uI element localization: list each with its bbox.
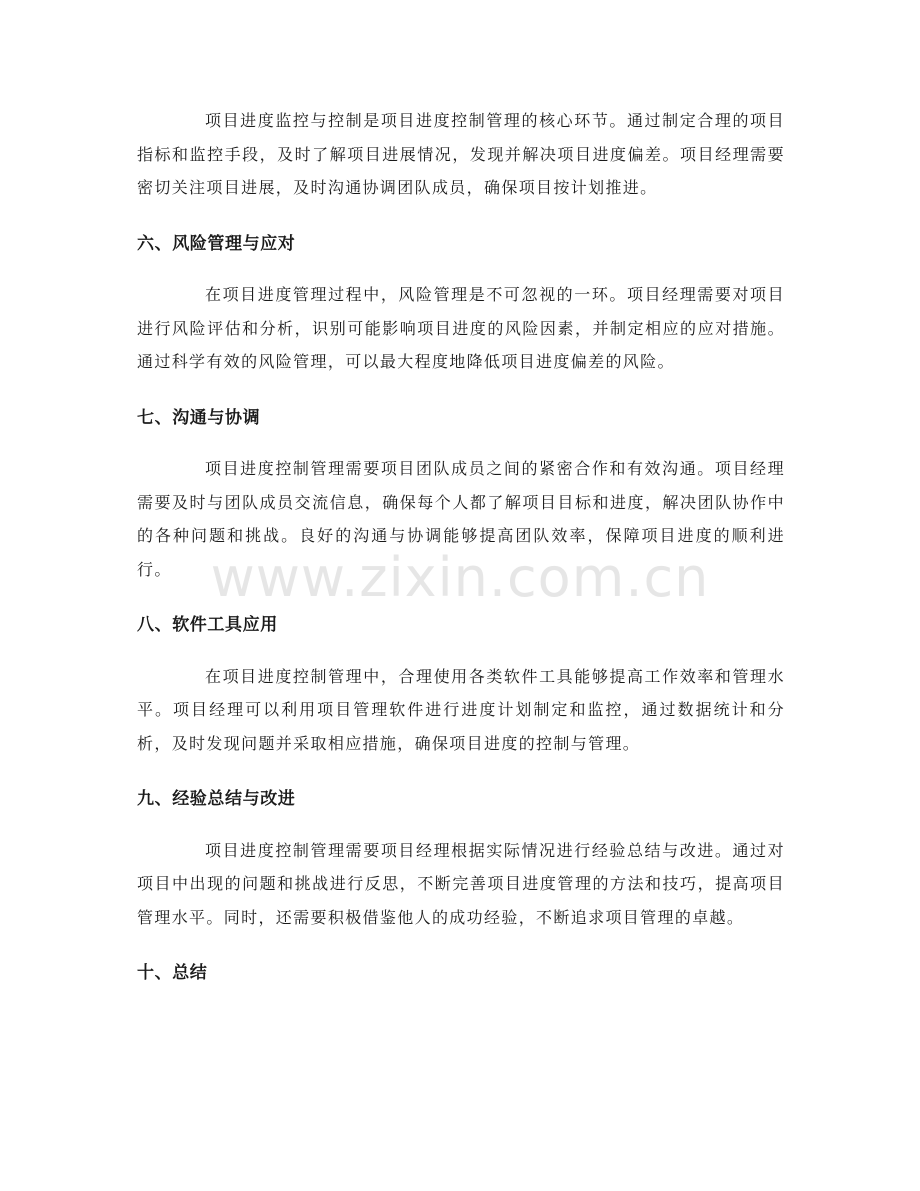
section-heading-summary: 十、总结 [137, 963, 208, 983]
section-heading-communication: 七、沟通与协调 [137, 407, 261, 428]
section-heading-software: 八、软件工具应用 [137, 615, 278, 635]
section-paragraph-software: 在项目进度控制管理中，合理使用各类软件工具能够提高工作效率和管理水平。项目经理可以利用项目管理软件进行进度计划制定和监控，通过数据统计和分析，及时发现问题并采取相应措施，确保项目进度的控制与管理。 [137, 666, 785, 753]
spacer [137, 817, 785, 834]
intro-paragraph: 项目进度监控与控制是项目进度控制管理的核心环节。通过制定合理的项目指标和监控手段，及时了解项目进展情况，发现并解决项目进度偏差。项目经理需要密切关注项目进展，及时沟通协调团队成员，确保项目按计划推进。 [137, 111, 785, 197]
document-body [137, 104, 785, 991]
spacer [137, 760, 785, 783]
spacer [137, 586, 785, 609]
spacer [137, 379, 785, 402]
watermark-text: www.zixin.com.cn [210, 546, 710, 609]
section-heading-risk: 六、风险管理与应对 [137, 233, 296, 254]
section-heading-experience: 九、经验总结与改进 [137, 789, 296, 809]
spacer [137, 643, 785, 660]
section-paragraph-experience: 项目进度控制管理需要项目经理根据实际情况进行经验总结与改进。通过对项目中出现的问题和挑战进行反思，不断完善项目进度管理的方法和技巧，提高项目管理水平。同时，还需要积极借鉴他人的成功经验，不断追求项目管理的卓越。 [137, 840, 785, 927]
section-paragraph-communication: 项目进度控制管理需要项目团队成员之间的紧密合作和有效沟通。项目经理需要及时与团队成员交流信息，确保每个人都了解项目目标和进度，解决团队协作中的各种问题和挑战。良好的沟通与协调能够提高团队效率，保障项目进度的顺利进行。 [137, 459, 785, 579]
section-paragraph-risk: 在项目进度管理过程中，风险管理是不可忽视的一环。项目经理需要对项目进行风险评估和分析，识别可能影响项目进度的风险因素，并制定相应的应对措施。通过科学有效的风险管理，可以最大程度地降低项目进度偏差的风险。 [137, 285, 785, 371]
spacer [137, 435, 785, 452]
spacer [137, 205, 785, 228]
spacer [137, 261, 785, 278]
spacer [137, 934, 785, 957]
